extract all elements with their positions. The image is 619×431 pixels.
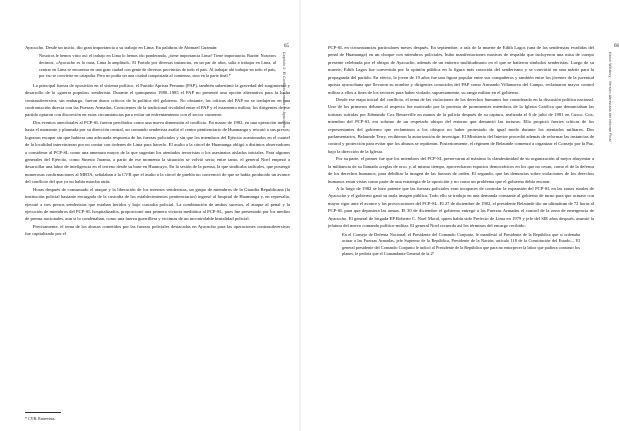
- footnote-separator: [25, 412, 61, 413]
- left-block-quote: [39, 53, 276, 79]
- left-paragraph-4: Horas después de consumado el ataque y la liberación de los internos senderistas, un grupo de miembros de la Guardia Republicana (la institución policial bastante encargada de la custodia de los establecimientos penitenciarios) ingresó al hospital de Huamanga y, en represalia, ejecutó a tres presos senderistas que estaban heridos y bajo custodia policial. La combinación de ambos sucesos, el ataque al penal y la ejecución de miembros del PCP-SL hospitalizados, proporcionó una primera victoria mediática al PCP-SL, pues fue presentado por los medios de prensa nacionales, aun si lo condenaban, como una fuerza guerrillera y victimas de un incontrolable brutalidad policial.: [25, 186, 290, 222]
- right-paragraph-2: Desde ese etapa inicial del conflicto, el tema de las violaciones de los derechos humanos fue considerado en la discusión política nacional. Uno de los primeros debates al respecto fue motivado por la protesta de prominentes miembros de la Iglesia Católica que denunciaban las torturas sufridas por Edmundo Cox Beuzeville en manos de la policía después de su captura, realizada el 6 de julio de 1981 en Cusco. Cox, miembro del PCP-SL era sobrino de un respetado obispo del entorno que denunció las torturas. Ello propició fuertes críticas de los representantes del gobierno que reclamaron a los obispos no haber protestado de igual modo durante los atentados militares. Dos parlamentarios, Belaunde Terry, recibieron la autorización de investigar. El Ministerio del Interior procedió además de reformar las instancias de control y protección para evitar que los abusos se repitieran. Posteriormente, el régimen de Belaunde comenzó a organizar el Consejo por la Paz, bajo la dirección de la Iglesia.: [328, 96, 594, 154]
- left-paragraph-3: Dos eventos anecdotales al PCP-SL fueron percibidos como una nueva dimensión al conflicto. En marzo de 1982, en una operación inédita hasta el momento y planeada por su dirección central, un comando senderista asaltó el centro penitenciario de Huamanga y rescató a sus presos; lograron escapar sin que hubiera una adecuada respuesta de las fuerzas policiales y sin que los miembros del Ejército acantonados en el cuartel de la localidad intervinieran por no contar con órdenes de Lima para hacerlo. El asalto a la cárcel de Huamanga obligó a distintos observadores a considerar al PCP-SL como una amenaza mayor de la que sugerían los atentados terroristas o los asesinatos aislados iniciales. Para algunos generales del Ejército, como Sinesio Jarama, a partir de ese momento la situación se volvió seria; entre tanto, el general Noel empezó a desarrollar una labor de inteligencia en el terreno desde su base en Huancayo. En la sesión de la prensa, la que sindicaba radicales, que postergó numerosas confirmaciones al MRTA, señalaban a la CVR que el asalto a la cárcel de pueblo no convenció de que se había producido un avance del conflicto del que ya no había marcha atrás.: [25, 119, 290, 185]
- left-running-head: Capítulo 2: El Conflicto Armado en Ayacucho: [282, 52, 286, 129]
- right-quote-text: En el Consejo de Defensa Nacional, el Presidente del Comando Conjunto, le manifestó al Presidente de la República que si ordenaba actuar a las Fuerzas Armadas, jefe Supremo de la República, Presidente de la Nación, artículo 118 de la Constitución del Estado— El general presidente del Comando Conjunto le indicó al Presidente de la República que para no entorpecer la labor que pudiera construir los planes, le pediría que el Comandante General de la 2ª: [342, 231, 580, 257]
- left-text-column: [25, 44, 290, 238]
- right-paragraph-3: Por su parte, el primer fue que los miembros del PCP-SL preservaran al máximo la clandestinidad de su organización al mejor ahuyentar a la militancia de su llamada «reglas de oro» y, al mismo tiempo, aprovecharon espacios democráticos en los que no cesan, como el de la defensa de los derechos humanos, para debilitar la imagen de las fuerzas de orden. El segundo, que las denuncias sobre violaciones de los derechos humanos estan vistas como parte de una estrategia de la oposición y no como un problema que el gobierno debía encarar.: [328, 156, 594, 184]
- left-footnote: * CVR. Entrevista.: [25, 416, 56, 421]
- right-running-head: Hatun Willakuy · Versión Abreviada del Informe Final: [608, 52, 612, 142]
- right-paragraph-4: A lo largo de 1982 se hizo patente que las fuerzas policiales eran incapaces de controlar la expansión del PCP-SL en las zonas rurales de Ayacucho y el gobierno ganó su mala imagen pública. Todo ello se tradujo en una demanda constante al gobierno de turno para que actuase con mayor rigor ante el avance y las provocaciones del PCP-SL. El 27 de diciembre de 1982, el presidente Belaunde dio un ultimátum de 72 horas al PCP-SL para que depusiera las armas. El 30 de diciembre el gobierno entregó a las Fuerzas Armadas el control de la zona de emergencia de Ayacucho. El general de brigada EP Roberto C. Noel Moral, quien había sido Prefecto de Lima en 1979 y jefe del SIE años después, asumió la jefatura del nuevo comando político-militar. El general Noel recuerda así los términos del encargo recibido:: [328, 186, 594, 229]
- left-page-number: 65: [284, 44, 289, 49]
- right-paragraph-1: PCP-SL en circunstancias particulares meses después. En septiembre, a raíz de la muerte de Edith Lagos (una de las senderistas evadidas del penal de Huamanga) en un choque con miembros policiales, hubo manifestaciones masivas de respaldo que incluyeron una misa de cuerpo presente celebrada por el obispo de Ayacucho, además de un entierro multitudinario en el que se batieron símbolos senderistas. Luego de su muerte, Edith Lagos fue convertida por la opinión pública en la figura más conocida del senderismo y se convirtió en una mártir para la propaganda del partido. En efecto, la joven de 19 años fue una figura popular entre sus compañeros y también entre los jóvenes de la juventud aprista ayacuchana que llevaron su nombre y dirigentes conocidos del PAP como Armando Villanueva del Campo, reclamaron mayor control militar a ellos a fines de los sectores para haber violado, supuestamente, su rango militar en el gobierno.: [328, 45, 594, 95]
- left-quote-text: Nosotros le hemos visto así: el trabajo en Lima lo hemos ido ponderando, ¿tiene importancia Lima? Tiene importancia. Razón: Nosotros decimos, «Ayacucho es la cuna, Lima la amplitud». El Partido por diversas instancias, en un par de años, salía a trabajar en Lima, al centrar en Lima se encuentra en una gran ciudad con gente de diversas provincias de todo el país. Al trabajar ahí trabajar en todo el país, por eso se convierte en catapulta. Pero no podía ser una ciudad conquistada al comienzo, sino en la parte final.*: [39, 53, 276, 79]
- left-paragraph-5: Precisamente, el tema de los abusos cometidos por las fuerzas policiales destacadas en Ayacucho para las operaciones contrasubversivas fue capitalizado por el: [25, 223, 290, 237]
- left-page: [0, 0, 300, 431]
- right-page-number: 66: [614, 44, 619, 49]
- right-text-column: [328, 44, 594, 260]
- right-block-quote: [342, 232, 580, 258]
- left-paragraph-2: La principal fuerza de oposición en el sistema político, el Partido Aprista Peruano (PAP), también subestimó la gravedad del surgimiento y desarrollo de la «guerra popular» senderista. Durante el quinquenio 1980–1985 el PAP no presentó una opción alternativa para la lucha contrasubversiva; sin embargo, fueron duros críticos de la política del gobierno. No obstante, las críticas del PAP no se tradujeron en una confrontación directa con las Fuerzas Armadas. Conscientes de la tradicional rivalidad entre el PAP y el estamento militar, los dirigentes de ese partido optaron con discreción en estas circunstancias para evitar un enfrentamiento con el sector castrense.: [25, 82, 290, 118]
- right-page: [300, 0, 619, 431]
- left-paragraph-1: Ayacucho. Desde un inicio, dio gran importancia a su trabajo en Lima. En palabras de Abimael Guzmán:: [25, 45, 218, 50]
